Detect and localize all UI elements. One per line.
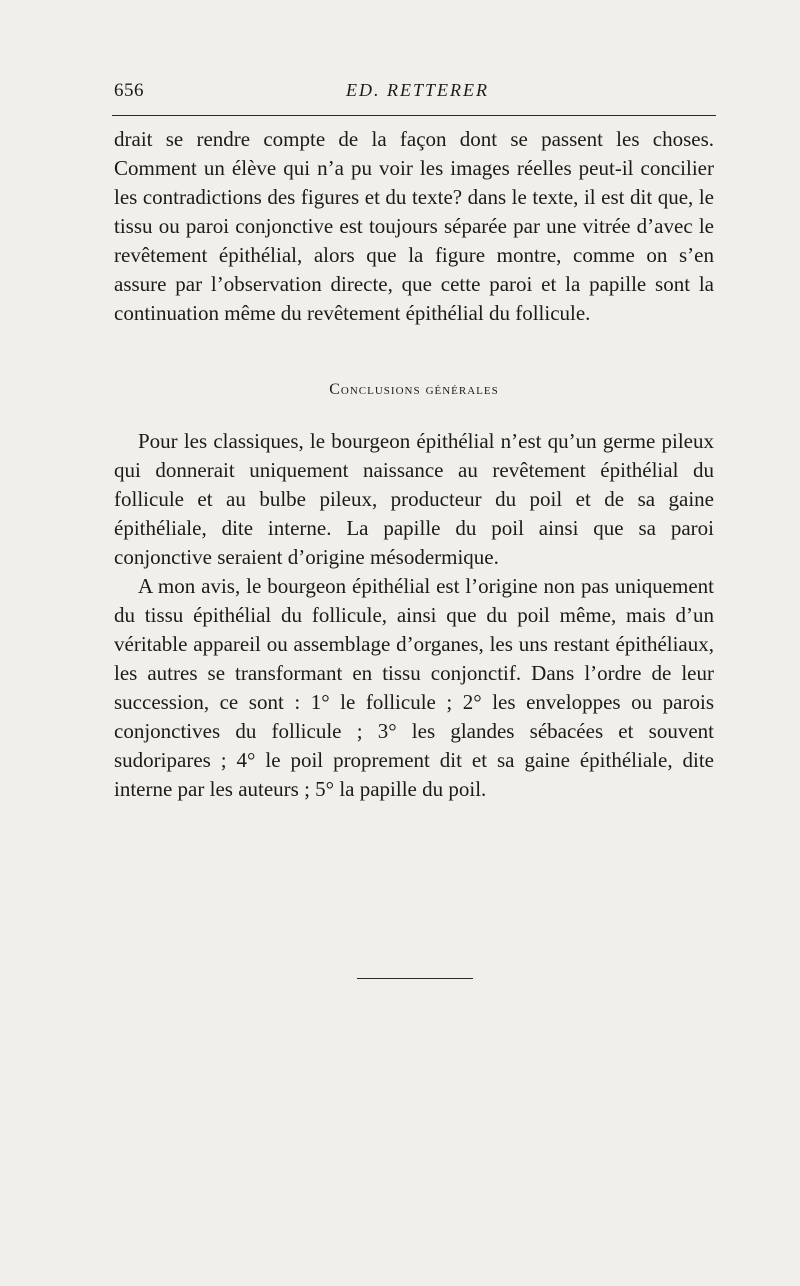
paragraph-continuation: drait se rendre compte de la façon dont se passent les choses. Comment un élève qui n’a pu voir les images réelles peut-il concilier les contradictions des figures et du texte? dans le texte, il est dit que, le tissu ou paroi conjonctive est toujours séparée par une vitrée d’avec le revêtement épithélial, alors que la figure montre, comme on s’en assure par l’observation directe, que cette paroi et la papille sont la continuation même du revêtement épithélial du follicule. (114, 127, 714, 325)
paragraph-author-view: A mon avis, le bourgeon épithélial est l’origine non pas uniquement du tissu épithélial du follicule, ainsi que du poil même, mais d’un véritable appareil ou assemblage d’organes, les uns restant épithéliaux, les autres se transformant en tissu conjonctif. Dans l’ordre de leur succession, ce sont : 1° le follicule ; 2° les enveloppes ou parois conjonctives du follicule ; 3° les glandes sébacées et souvent sudoripares ; 4° le poil proprement dit et sa gaine épithéliale, dite interne par les auteurs ; 5° la papille du poil. (114, 574, 714, 801)
running-head-author: ED. RETTERER (346, 80, 489, 100)
body-text-conclusions (114, 427, 714, 804)
page-number: 656 (114, 80, 144, 101)
paragraph-classics: Pour les classiques, le bourgeon épithélial n’est qu’un germe pileux qui donnerait uniquement naissance au revêtement épithélial du follicule et au bulbe pileux, producteur du poil et de sa gaine épithéliale, dite interne. La papille du poil ainsi que sa paroi conjonctive seraient d’origine mésodermique. (114, 429, 714, 569)
section-title: Conclusions générales (329, 381, 499, 398)
end-rule (357, 978, 473, 979)
body-text-top (114, 125, 714, 328)
header-rule (112, 115, 716, 116)
running-head (114, 80, 714, 110)
